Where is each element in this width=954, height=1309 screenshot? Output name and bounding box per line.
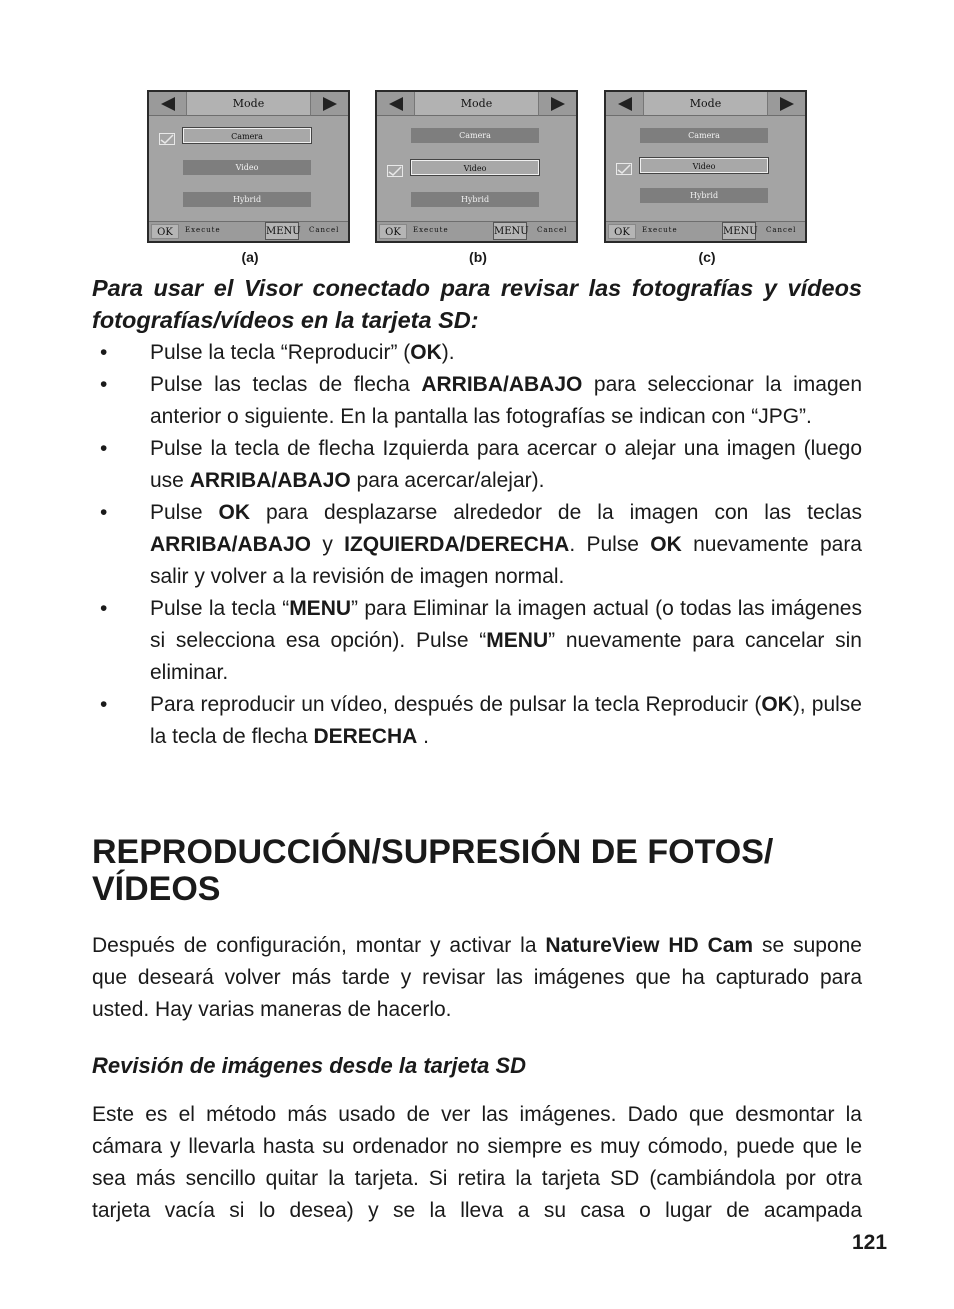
camera-screen-b	[375, 90, 578, 243]
list-item-run: nuevamente para salir y volver a la revisión de imagen normal.	[150, 533, 862, 588]
list-item	[92, 369, 862, 433]
list-item	[92, 593, 862, 689]
left-arrow-icon	[377, 92, 415, 116]
body-paragraph: Este es el método más usado de ver las imágenes. Dado que desmontar la cámara y llevarla hasta su ordenador no siempre es muy cómodo, puede que le sea más sencillo quitar la tarjeta. Si retira la tarjeta SD (cambiándola por otra tarjeta vacía si lo desea) y se la lleva a su casa o lugar de acampada	[92, 1103, 862, 1222]
list-item-run: y	[311, 533, 345, 556]
list-item-run: ARRIBA/ABAJO	[189, 469, 351, 492]
screen-topbar	[377, 92, 576, 116]
bullet-dot: •	[100, 693, 108, 716]
check-icon	[387, 162, 403, 174]
mode-option: Video	[411, 160, 539, 175]
bullet-dot: •	[100, 597, 108, 620]
list-item-run: ” para Eliminar la imagen actual (o todas las imágenes si selecciona esa opción). Pulse “	[150, 597, 862, 652]
intro-heading: Para usar el Visor conectado para revisar las fotografías y vídeos fotografías/vídeos en la tarjeta SD:	[92, 275, 862, 333]
list-item	[92, 497, 862, 593]
section-heading	[92, 834, 862, 908]
left-arrow-icon	[606, 92, 644, 116]
intro-paragraph-run: se supone que deseará volver más tarde y revisar las imágenes que ha capturado para usted. Hay varias maneras de hacerlo.	[92, 934, 862, 1021]
bullet-dot: •	[100, 501, 108, 524]
mode-option: Hybrid	[183, 192, 311, 207]
cancel-label: Cancel	[309, 226, 340, 234]
menu-key-label: MENU	[265, 222, 299, 240]
check-icon	[616, 160, 632, 172]
list-item-run: .	[417, 725, 429, 748]
bullet-dot: •	[100, 341, 108, 364]
screen-title: Mode	[415, 92, 538, 116]
caption-b: (b)	[469, 249, 487, 265]
check-icon	[159, 130, 175, 142]
camera-screen-a	[147, 90, 350, 243]
cancel-label: Cancel	[766, 226, 797, 234]
list-item-run: para acercar/alejar).	[350, 469, 545, 492]
list-item-run: IZQUIERDA/DERECHA	[344, 533, 570, 556]
right-arrow-icon	[767, 92, 805, 116]
caption-c: (c)	[698, 249, 716, 265]
screen-topbar	[606, 92, 805, 116]
list-item-run: ” nuevamente para cancelar sin eliminar.	[150, 629, 862, 684]
list-item-run: Pulse	[150, 501, 219, 524]
screen-title: Mode	[187, 92, 310, 116]
cancel-label: Cancel	[537, 226, 568, 234]
bullet-dot: •	[100, 437, 108, 460]
caption-a: (a)	[241, 249, 259, 265]
list-item-run: MENU	[486, 629, 549, 652]
list-item	[92, 433, 862, 497]
execute-label: Execute	[413, 226, 449, 234]
screen-bottombar	[149, 221, 348, 241]
list-item-run: ARRIBA/ABAJO	[150, 533, 312, 556]
menu-key-label: MENU	[493, 222, 527, 240]
screen-title: Mode	[644, 92, 767, 116]
list-item-run: OK	[761, 693, 793, 716]
list-item-run: ), pulse la tecla de flecha	[150, 693, 862, 748]
execute-label: Execute	[185, 226, 221, 234]
list-item-run: DERECHA	[313, 725, 418, 748]
list-item-run: Pulse la tecla de flecha Izquierda para acercar o alejar una imagen (luego use	[150, 437, 862, 492]
list-item-run: ARRIBA/ABAJO	[421, 373, 583, 396]
list-item	[92, 337, 862, 369]
list-item-run: Pulse las teclas de flecha	[150, 373, 422, 396]
page-number: 121	[852, 1231, 888, 1254]
screen-bottombar	[606, 221, 805, 241]
list-item-run: ).	[441, 341, 455, 364]
execute-label: Execute	[642, 226, 678, 234]
intro-paragraph-run: Después de configuración, montar y activar la	[92, 934, 546, 957]
menu-key-label: MENU	[722, 222, 756, 240]
screen-topbar	[149, 92, 348, 116]
mode-option: Hybrid	[640, 188, 768, 203]
ok-key-label: OK	[379, 224, 407, 239]
list-item-run: OK	[218, 501, 251, 524]
ok-key-label: OK	[151, 224, 179, 239]
list-item-run: OK	[650, 533, 682, 556]
mode-option: Camera	[411, 128, 539, 143]
mode-option: Video	[640, 158, 768, 173]
camera-screens-figure	[0, 0, 954, 272]
list-item-run: . Pulse	[569, 533, 651, 556]
mode-option: Camera	[640, 128, 768, 143]
list-item-run: Para reproducir un vídeo, después de pulsar la tecla Reproducir (	[150, 693, 762, 716]
list-item-run: para desplazarse alrededor de la imagen con las teclas	[250, 501, 862, 524]
screen-bottombar	[377, 221, 576, 241]
right-arrow-icon	[310, 92, 348, 116]
section-heading-line-1: REPRODUCCIÓN/SUPRESIÓN DE FOTOS/	[92, 833, 774, 871]
intro-paragraph	[92, 930, 862, 1026]
instruction-list	[92, 337, 862, 753]
camera-screen-c	[604, 90, 807, 243]
ok-key-label: OK	[608, 224, 636, 239]
list-item-run: OK	[410, 341, 442, 364]
list-item-run: Pulse la tecla “Reproducir” (	[150, 341, 411, 364]
bullet-dot: •	[100, 373, 108, 396]
right-arrow-icon	[538, 92, 576, 116]
list-item	[92, 689, 862, 753]
list-item-run: MENU	[289, 597, 352, 620]
subheading: Revisión de imágenes desde la tarjeta SD	[92, 1053, 527, 1078]
list-item-run: Pulse la tecla “	[150, 597, 290, 620]
intro-paragraph-run: NatureView HD Cam	[545, 934, 754, 957]
list-item-run: para seleccionar la imagen anterior o siguiente. En la pantalla las fotografías se indican con “JPG”.	[150, 373, 862, 428]
section-heading-line-2: VÍDEOS	[92, 870, 221, 908]
mode-option: Camera	[183, 128, 311, 143]
left-arrow-icon	[149, 92, 187, 116]
mode-option: Video	[183, 160, 311, 175]
mode-option: Hybrid	[411, 192, 539, 207]
